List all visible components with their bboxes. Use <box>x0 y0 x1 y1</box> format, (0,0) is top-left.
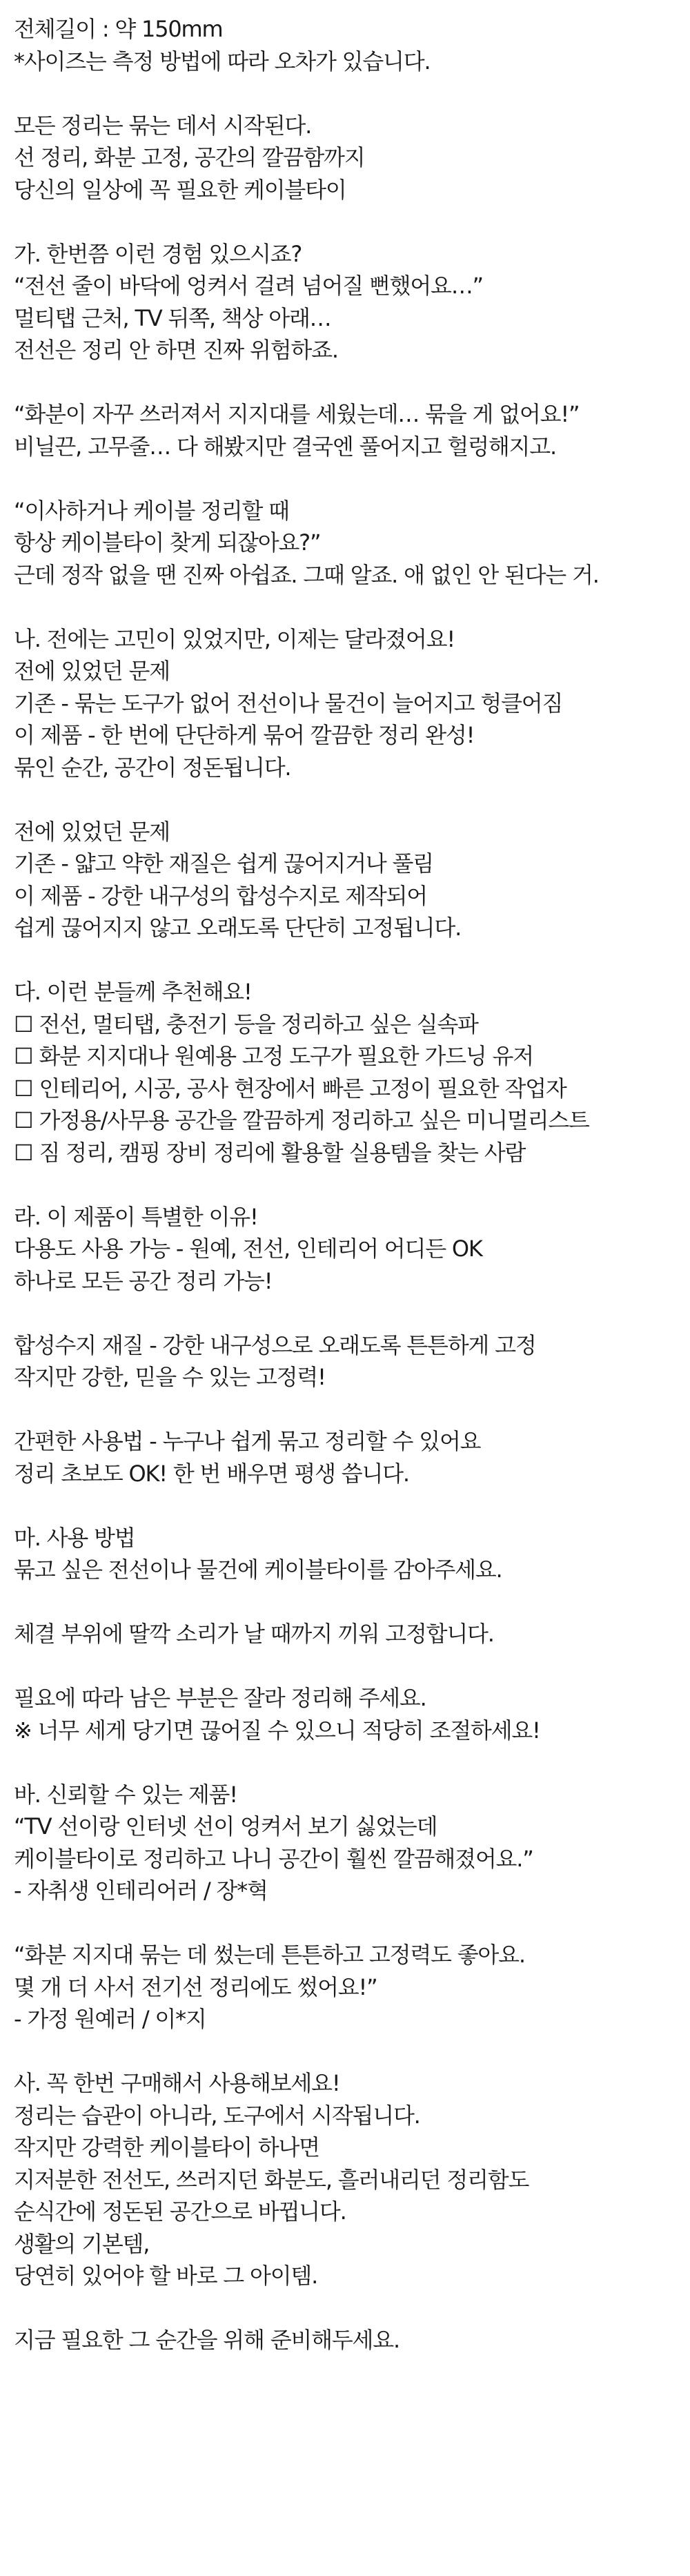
text-line: 라. 이 제품이 특별한 이유! <box>14 1203 258 1230</box>
text-line: 다용도 사용 가능 - 원예, 전선, 인테리어 어디든 OK <box>14 1236 482 1262</box>
text-line: 당신의 일상에 꼭 필요한 케이블타이 <box>14 176 346 203</box>
text-line: 케이블타이로 정리하고 나니 공간이 훨씬 깔끔해졌어요.” <box>14 1845 533 1872</box>
text-line: *사이즈는 측정 방법에 따라 오차가 있습니다. <box>14 48 431 75</box>
text-line: 정리 초보도 OK! 한 번 배우면 평생 씁니다. <box>14 1460 409 1487</box>
text-line: 간편한 사용법 - 누구나 쉽게 묶고 정리할 수 있어요 <box>14 1428 481 1454</box>
text-line: 다. 이런 분들께 추천해요! <box>14 979 252 1005</box>
text-line: 지저분한 전선도, 쓰러지던 화분도, 흘러내리던 정리함도 <box>14 2166 529 2193</box>
text-line: 기존 - 얇고 약한 재질은 쉽게 끊어지거나 풀림 <box>14 850 433 877</box>
text-line: 나. 전에는 고민이 있었지만, 이제는 달라졌어요! <box>14 625 455 652</box>
text-line: 합성수지 재질 - 강한 내구성으로 오래도록 튼튼하게 고정 <box>14 1331 536 1358</box>
text-line: 당연히 있어야 할 바로 그 아이템. <box>14 2263 318 2289</box>
text-line: ☐ 짐 정리, 캠핑 장비 정리에 활용할 실용템을 찾는 사람 <box>14 1139 526 1166</box>
text-line: 전에 있었던 문제 <box>14 658 170 684</box>
text-line: 몇 개 더 사서 전기선 정리에도 썼어요!” <box>14 1973 377 2000</box>
text-line: “화분이 자꾸 쓰러져서 지지대를 세웠는데… 묶을 게 없어요!” <box>14 401 580 427</box>
paragraph <box>14 2324 676 2357</box>
text-line: 지금 필요한 그 순간을 위해 준비해두세요. <box>14 2327 400 2353</box>
text-line: - 자취생 인테리어러 / 장*혁 <box>14 1877 268 1904</box>
text-line: “전선 줄이 바닥에 엉켜서 걸려 넘어질 뻔했어요…” <box>14 273 483 299</box>
paragraph <box>14 1779 676 1907</box>
paragraph <box>14 1618 676 1650</box>
text-line: ☐ 가정용/사무용 공간을 깔끔하게 정리하고 싶은 미니멀리스트 <box>14 1107 589 1133</box>
text-line: 작지만 강한, 믿을 수 있는 고정력! <box>14 1364 326 1390</box>
paragraph <box>14 1425 676 1490</box>
paragraph <box>14 1329 676 1394</box>
text-line: 쉽게 끊어지지 않고 오래도록 단단히 고정됩니다. <box>14 915 462 941</box>
paragraph <box>14 1522 676 1586</box>
text-line: 정리는 습관이 아니라, 도구에서 시작됩니다. <box>14 2102 420 2129</box>
text-line: 필요에 따라 남은 부분은 잘라 정리해 주세요. <box>14 1685 426 1711</box>
paragraph <box>14 398 676 462</box>
paragraph <box>14 1201 676 1298</box>
text-line: 멀티탭 근처, TV 뒤쪽, 책상 아래… <box>14 304 331 331</box>
paragraph <box>14 816 676 944</box>
paragraph <box>14 976 676 1169</box>
text-line: 하나로 모든 공간 정리 가능! <box>14 1267 273 1294</box>
text-line: “화분 지지대 묶는 데 썼는데 튼튼하고 고정력도 좋아요. <box>14 1942 525 1968</box>
text-line: 기존 - 묶는 도구가 없어 전선이나 물건이 늘어지고 헝클어짐 <box>14 690 563 716</box>
text-line: 모든 정리는 묶는 데서 시작된다. <box>14 112 312 139</box>
paragraph <box>14 623 676 784</box>
text-line: 마. 사용 방법 <box>14 1524 135 1551</box>
text-line: 전선은 정리 안 하면 진짜 위험하죠. <box>14 337 338 363</box>
text-line: 근데 정작 없을 땐 진짜 아쉽죠. 그때 알죠. 애 없인 안 된다는 거. <box>14 561 599 588</box>
paragraph <box>14 13 676 77</box>
text-line: 순식간에 정돈된 공간으로 바뀝니다. <box>14 2198 346 2225</box>
text-line: 묶인 순간, 공간이 정돈됩니다. <box>14 754 291 781</box>
text-line: 바. 신뢰할 수 있는 제품! <box>14 1781 237 1808</box>
text-line: 선 정리, 화분 고정, 공간의 깔끔함까지 <box>14 144 365 170</box>
product-description <box>14 13 676 2388</box>
text-line: 비닐끈, 고무줄… 다 해봤지만 결국엔 풀어지고 헐렁해지고. <box>14 433 556 460</box>
text-line: 생활의 기본템, <box>14 2230 150 2257</box>
paragraph <box>14 1939 676 2036</box>
paragraph <box>14 1682 676 1746</box>
text-line: ☐ 화분 지지대나 원예용 고정 도구가 필요한 가드닝 유저 <box>14 1043 533 1069</box>
paragraph <box>14 2067 676 2292</box>
text-line: 항상 케이블타이 찾게 되잖아요?” <box>14 529 321 556</box>
text-line: 이 제품 - 한 번에 단단하게 묶어 깔끔한 정리 완성! <box>14 722 475 748</box>
text-line: ※ 너무 세게 당기면 끊어질 수 있으니 적당히 조절하세요! <box>14 1717 540 1744</box>
text-line: - 가정 원예러 / 이*지 <box>14 2006 206 2032</box>
text-line: 이 제품 - 강한 내구성의 합성수지로 제작되어 <box>14 882 427 909</box>
text-line: 체결 부위에 딸깍 소리가 날 때까지 끼워 고정합니다. <box>14 1621 494 1647</box>
text-line: “TV 선이랑 인터넷 선이 엉켜서 보기 싫었는데 <box>14 1813 437 1840</box>
text-line: 사. 꼭 한번 구매해서 사용해보세요! <box>14 2070 340 2096</box>
text-line: 묶고 싶은 전선이나 물건에 케이블타이를 감아주세요. <box>14 1557 502 1583</box>
text-line: 가. 한번쯤 이런 경험 있으시죠? <box>14 240 302 267</box>
text-line: ☐ 인테리어, 시공, 공사 현장에서 빠른 고정이 필요한 작업자 <box>14 1075 566 1102</box>
text-line: “이사하거나 케이블 정리할 때 <box>14 497 289 524</box>
paragraph <box>14 110 676 206</box>
text-line: 전에 있었던 문제 <box>14 818 170 845</box>
paragraph <box>14 238 676 367</box>
text-line: ☐ 전선, 멀티탭, 충전기 등을 정리하고 싶은 실속파 <box>14 1011 478 1037</box>
paragraph <box>14 495 676 592</box>
text-line: 전체길이 : 약 150mm <box>14 16 223 42</box>
text-line: 작지만 강력한 케이블타이 하나면 <box>14 2134 319 2160</box>
